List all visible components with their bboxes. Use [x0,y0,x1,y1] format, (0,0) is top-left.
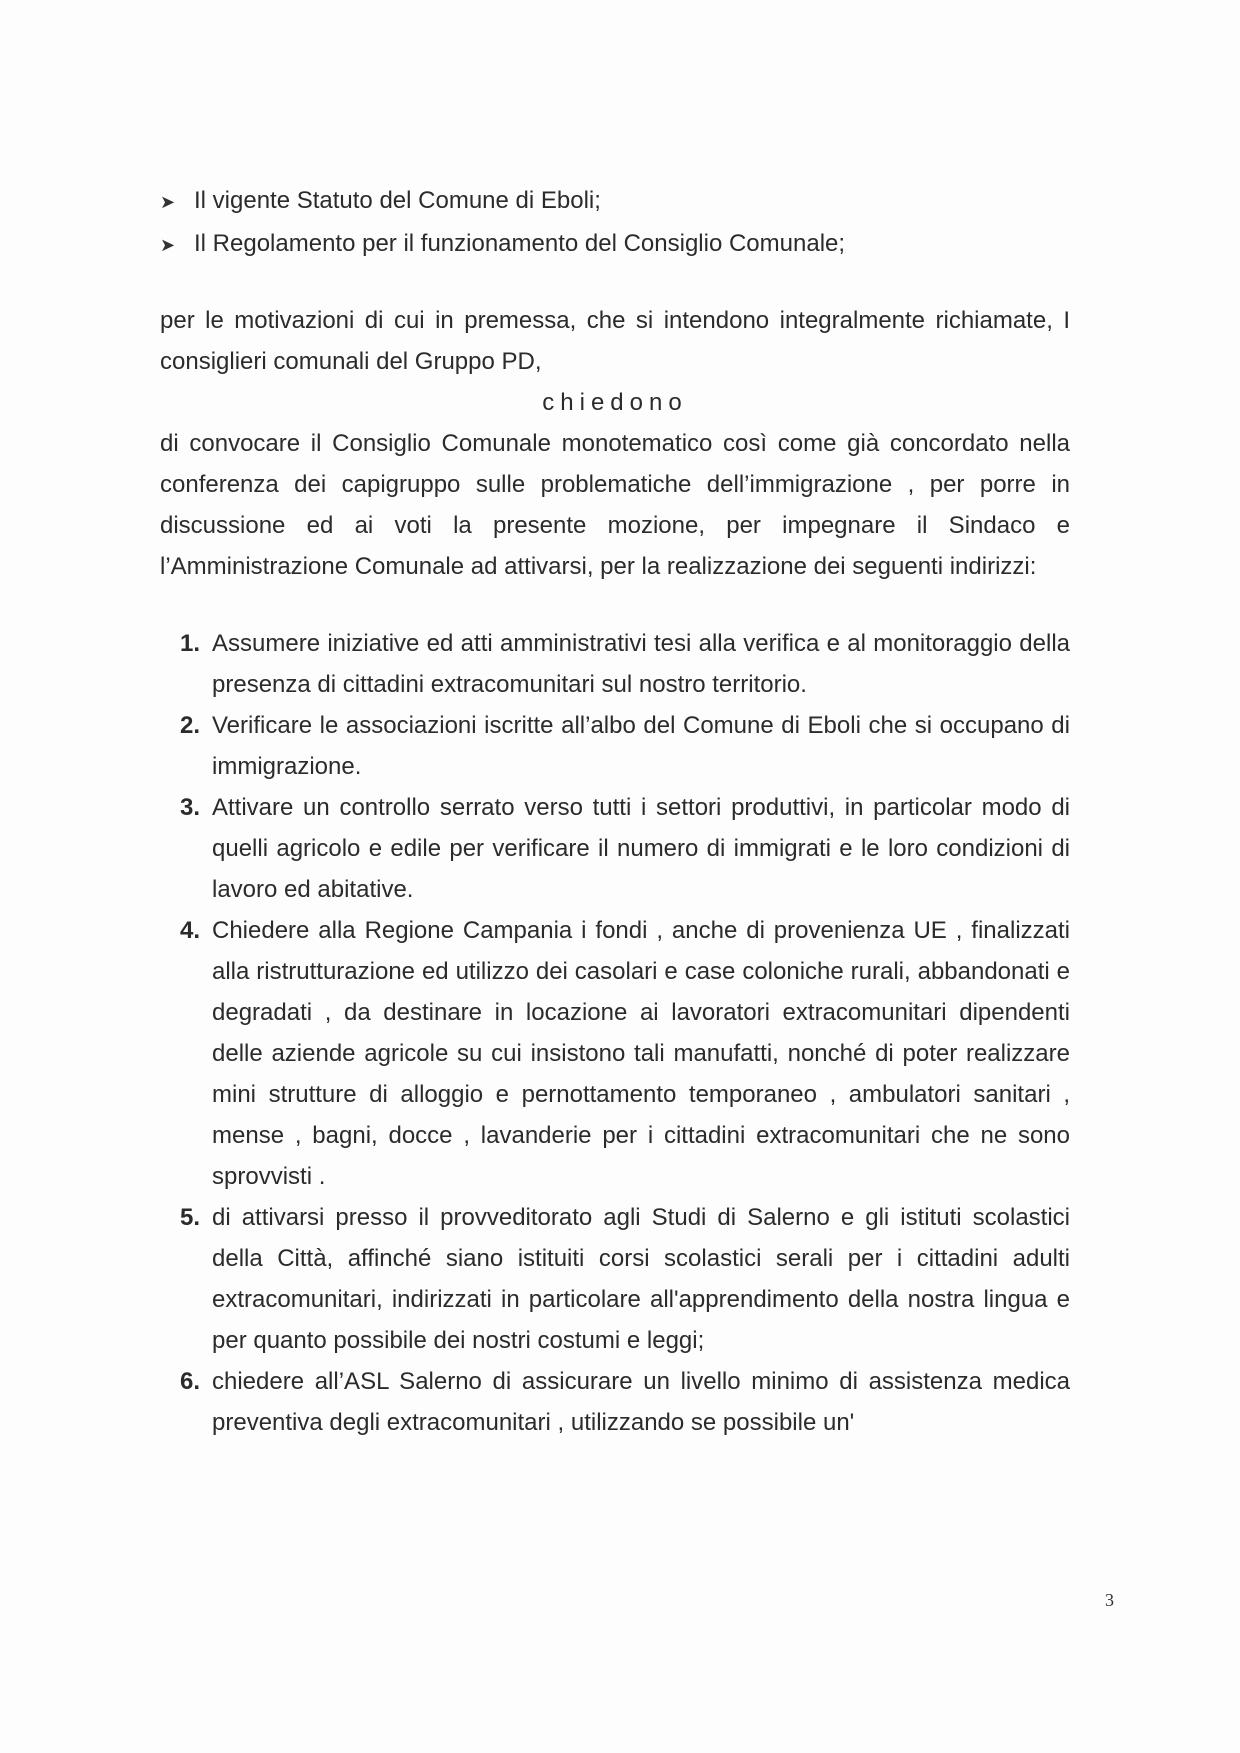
list-item [180,623,1070,705]
list-item [180,1361,1070,1443]
arrow-bullet-icon: ➤ [160,235,176,255]
list-item [180,787,1070,910]
item-number: 3. [180,794,201,821]
reference-list [160,180,1070,266]
item-number: 4. [180,917,201,944]
page-number: 3 [1105,1590,1114,1610]
intro-paragraph: per le motivazioni di cui in premessa, che si intendono integralmente richiamate, I consiglieri comunali del Gruppo PD, [160,307,1070,375]
arrow-bullet-icon: ➤ [160,192,176,212]
reference-text: Il Regolamento per il funzionamento del Consiglio Comunale; [194,230,846,257]
item-text: di attivarsi presso il provveditorato agli Studi di Salerno e gli istituti scolastici della Città, affinché siano istituiti corsi scolastici serali per i cittadini adulti extracomunitari, indirizzati in particolare all'apprendimento della nostra lingua e per quanto possibile dei nostri costumi e leggi; [212,1204,1070,1354]
request-paragraph: di convocare il Consiglio Comunale monotematico così come già concordato nella conferenza dei capigruppo sulle problematiche dell’immigrazione , per porre in discussione ed ai voti la presente mozione, per impegnare il Sindaco e l’Amministrazione Comunale ad attivarsi, per la realizzazione dei seguenti indirizzi: [160,430,1070,580]
item-text: Attivare un controllo serrato verso tutti i settori produttivi, in particolar modo di quelli agricolo e edile per verificare il numero di immigrati e le loro condizioni di lavoro ed abitative. [212,794,1070,903]
section-heading: chiedono [542,389,688,416]
item-text: Chiedere alla Regione Campania i fondi , anche di provenienza UE , finalizzati alla ristrutturazione ed utilizzo dei casolari e case coloniche rurali, abbandonati e degradati , da destinare in locazione ai lavoratori extracomunitari dipendenti delle aziende agricole su cui insistono tali manufatti, nonché di poter realizzare mini strutture di alloggio e pernottamento temporaneo , ambulatori sanitari , mense , bagni, docce , lavanderie per i cittadini extracomunitari che ne sono sprovvisti . [212,917,1070,1190]
list-item [180,705,1070,787]
list-item [180,1197,1070,1361]
reference-text: Il vigente Statuto del Comune di Eboli; [194,187,601,214]
item-text: Assumere iniziative ed atti amministrativi tesi alla verifica e al monitoraggio della presenza di cittadini extracomunitari sul nostro territorio. [212,630,1070,698]
list-item [180,910,1070,1197]
points-list [160,623,1070,1443]
document-body [160,180,1070,1443]
reference-item [160,180,1070,223]
item-number: 1. [180,630,201,657]
item-text: Verificare le associazioni iscritte all’albo del Comune di Eboli che si occupano di immigrazione. [212,712,1070,780]
item-number: 6. [180,1368,201,1395]
item-number: 5. [180,1204,201,1231]
reference-item [160,223,1070,266]
item-number: 2. [180,712,201,739]
item-text: chiedere all’ASL Salerno di assicurare un livello minimo di assistenza medica preventiva degli extracomunitari , utilizzando se possibile un' [212,1368,1070,1436]
